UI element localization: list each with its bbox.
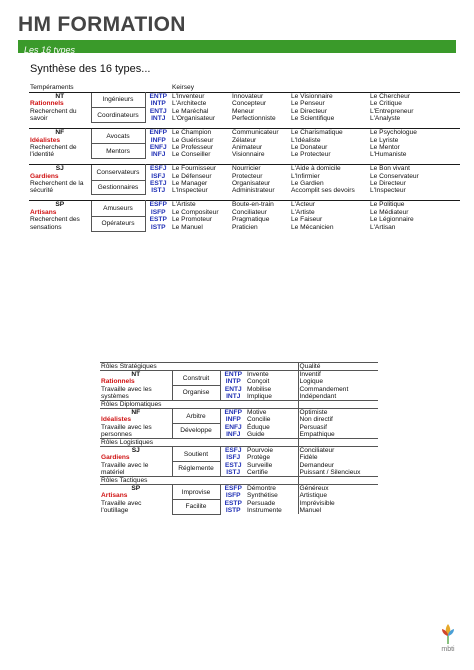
- brand-title: HM FORMATION: [18, 13, 186, 36]
- type-title: Pragmatique: [232, 216, 270, 224]
- type-title: Perfectionniste: [232, 115, 276, 123]
- type-code: INTP: [225, 378, 241, 386]
- quality: Indépendant: [298, 393, 378, 401]
- role-verb: Mobilise: [247, 385, 272, 393]
- role-header-row: [100, 439, 378, 447]
- type-title: Visionnaire: [232, 151, 265, 159]
- temperament-name: Artisans: [101, 492, 128, 500]
- type-row: [29, 216, 460, 223]
- type-title: Le Compositeur: [172, 208, 219, 216]
- role-verb: Pourvoie: [247, 447, 274, 455]
- type-title: L'Inventeur: [171, 93, 231, 101]
- type-code: ESFJ: [225, 447, 242, 455]
- type-title: Administrateur: [232, 187, 275, 195]
- table-header: [29, 84, 460, 93]
- type-row: [29, 93, 460, 101]
- type-title: Le Directeur: [370, 180, 406, 188]
- subgroup-label: Coordinateurs: [91, 108, 145, 123]
- type-title: Nourricier: [231, 165, 290, 173]
- type-title: Le Bon vivant: [369, 165, 460, 173]
- role-header-row: [100, 363, 378, 371]
- mbti-logo: [438, 620, 458, 660]
- type-title: Animateur: [232, 143, 263, 151]
- type-title: Communicateur: [231, 129, 290, 137]
- col-temperaments: Tempéraments: [30, 84, 74, 91]
- type-code: INFP: [150, 136, 166, 144]
- quality: Commandement: [298, 386, 378, 393]
- type-title: Le Professeur: [172, 143, 214, 151]
- type-title: L'Acteur: [290, 201, 369, 209]
- subgroup-label: Soutient: [172, 447, 220, 462]
- role-header: Rôles Stratégiques: [100, 363, 298, 371]
- role-verb: Certifie: [247, 468, 268, 476]
- type-code: ISFP: [225, 492, 241, 500]
- quality: Non directif: [298, 416, 378, 423]
- type-title: L'Artiste: [291, 208, 315, 216]
- type-code: ESTJ: [150, 180, 167, 188]
- role-row: [100, 378, 378, 385]
- type-code: INFJ: [151, 151, 166, 159]
- temperament-desc: Travaille avec l'outillage: [101, 499, 142, 514]
- quality: Empathique: [298, 431, 378, 439]
- temperament-name: Rationnels: [101, 378, 135, 386]
- role-verb: Conçoit: [247, 378, 270, 386]
- type-title: Le Chercheur: [369, 93, 460, 101]
- type-code: ISFJ: [226, 454, 241, 462]
- type-title: Le Protecteur: [291, 151, 331, 159]
- type-title: Le Promoteur: [172, 216, 212, 224]
- quality: Demandeur: [298, 462, 378, 469]
- type-title: Le Donateur: [291, 143, 328, 151]
- type-title: Le Critique: [370, 100, 402, 108]
- logo-text: mbti: [441, 646, 455, 653]
- role-verb: Persuade: [247, 499, 276, 507]
- type-code: ISFP: [150, 208, 166, 216]
- quality: Imprévisible: [298, 500, 378, 507]
- type-code: ESTP: [149, 216, 167, 224]
- type-row: [29, 180, 460, 187]
- quality: Artistique: [298, 492, 378, 499]
- temperament-desc: Travaille avec les systèmes: [101, 385, 152, 400]
- type-title: Le Gardien: [291, 180, 324, 188]
- subgroup-label: Conservateurs: [91, 165, 145, 180]
- temperament-desc: Travaille avec les personnes: [101, 423, 152, 438]
- quality: Généreux: [298, 485, 378, 493]
- type-title: L'Inspecteur: [370, 187, 406, 195]
- type-title: Le Défenseur: [172, 172, 212, 180]
- temperament-code: SP: [29, 201, 91, 209]
- subgroup-label: Ingénieurs: [91, 93, 145, 108]
- role-row: [100, 447, 378, 455]
- type-title: Concepteur: [232, 100, 267, 108]
- type-title: L'Entrepreneur: [370, 107, 414, 115]
- type-title: Le Politique: [369, 201, 460, 209]
- role-row: [100, 462, 378, 469]
- type-title: Boute-en-train: [231, 201, 290, 209]
- col-quality: Qualité: [298, 363, 378, 371]
- role-row: [100, 371, 378, 379]
- temperament-code: SJ: [29, 165, 91, 173]
- type-code: ESFP: [145, 201, 171, 209]
- type-code: ENTP: [224, 371, 243, 379]
- section-title: Les 16 types: [24, 45, 76, 55]
- type-title: L'Inspecteur: [172, 187, 208, 195]
- type-row: [29, 165, 460, 173]
- flower-icon: [442, 624, 454, 644]
- role-verb: Implique: [247, 392, 272, 400]
- temperament-desc: Recherchent du savoir: [30, 107, 77, 123]
- role-verb: Synthétise: [247, 492, 278, 500]
- type-title: L'Idéaliste: [291, 136, 321, 144]
- type-title: Accomplit ses devoirs: [291, 187, 355, 195]
- temperament-name: Idéalistes: [101, 416, 132, 424]
- subgroup-label: Gestionnaires: [91, 180, 145, 195]
- type-code: INTJ: [226, 392, 241, 400]
- role-verb: Guide: [247, 430, 265, 438]
- type-title: Le Manuel: [172, 223, 203, 231]
- type-row: [29, 108, 460, 115]
- type-code: ENFJ: [149, 143, 167, 151]
- role-verb: Concilie: [247, 416, 271, 424]
- type-title: Le Lyriste: [370, 136, 399, 144]
- role-header: Rôles Diplomatiques: [100, 401, 298, 409]
- type-code: INTJ: [151, 115, 166, 123]
- quality: Persuasif: [298, 424, 378, 431]
- role-row: [100, 424, 378, 431]
- type-code: ESTJ: [225, 461, 242, 469]
- temperament-code: NF: [29, 129, 91, 137]
- role-header: Rôles Logistiques: [100, 439, 298, 447]
- subgroup-label: Organise: [172, 386, 220, 401]
- subgroup-label: Mentors: [91, 144, 145, 159]
- type-title: L'Humaniste: [370, 151, 407, 159]
- type-title: L'Infirmier: [291, 172, 320, 180]
- role-row: [100, 485, 378, 493]
- col-keirsey: Keirsey: [172, 84, 194, 91]
- type-title: L'Architecte: [172, 100, 207, 108]
- type-code: ESFP: [224, 485, 242, 493]
- type-title: Le Charismatique: [290, 129, 369, 137]
- subgroup-label: Facilite: [172, 500, 220, 514]
- role-verb: Motive: [247, 409, 267, 417]
- role-verb: Instrumente: [247, 506, 282, 514]
- subgroup-label: Développe: [172, 424, 220, 439]
- type-code: ESFJ: [145, 165, 171, 173]
- role-header-row: [100, 477, 378, 485]
- role-row: [100, 492, 378, 499]
- type-title: Le Visionnaire: [290, 93, 369, 101]
- type-title: Organisateur: [232, 180, 271, 188]
- type-code: ENTP: [145, 93, 171, 101]
- section-bar: [18, 40, 456, 53]
- type-title: Le Fournisseur: [171, 165, 231, 173]
- temperament-desc: Travaille avec le matériel: [101, 461, 149, 476]
- type-title: Le Conservateur: [370, 172, 419, 180]
- temperament-code: NT: [29, 93, 91, 101]
- type-title: Le Psychologue: [369, 129, 460, 137]
- type-code: INFP: [225, 416, 241, 424]
- type-title: Le Guérisseur: [172, 136, 214, 144]
- type-title: L'Aide à domicile: [290, 165, 369, 173]
- temperament-desc: Recherchent de la sécurité: [30, 180, 84, 195]
- type-code: ISFJ: [151, 172, 166, 180]
- role-header: Rôles Tactiques: [100, 477, 298, 485]
- temperament-code: SJ: [131, 447, 140, 455]
- type-code: INTP: [150, 100, 166, 108]
- role-verb: Protège: [247, 454, 271, 462]
- quality: Inventif: [298, 371, 378, 379]
- role-verb: Invente: [247, 371, 269, 379]
- role-verb: Surveille: [247, 461, 273, 469]
- type-title: Le Penseur: [291, 100, 325, 108]
- type-row: [29, 144, 460, 151]
- type-title: Le Maréchal: [172, 107, 209, 115]
- temperament-desc: Recherchent de l'identité: [30, 143, 77, 159]
- temperament-name: Gardiens: [101, 454, 130, 462]
- quality: Manuel: [298, 507, 378, 514]
- type-title: Le Mentor: [370, 143, 400, 151]
- subgroup-label: Opérateurs: [91, 216, 145, 231]
- page-subtitle: Synthèse des 16 types...: [30, 63, 151, 75]
- role-row: [100, 409, 378, 417]
- temperament-name: Rationnels: [30, 100, 64, 108]
- type-code: ENFP: [224, 409, 243, 417]
- quality: Puissant / Silencieux: [298, 469, 378, 477]
- type-title: Le Scientifique: [291, 115, 335, 123]
- quality: Fidèle: [298, 454, 378, 461]
- role-header-row: [100, 401, 378, 409]
- temperament-name: Gardiens: [30, 172, 59, 180]
- type-code: ISTP: [150, 223, 166, 231]
- subgroup-label: Avocats: [91, 129, 145, 144]
- type-code: ENTJ: [224, 385, 242, 393]
- subgroup-label: Réglemente: [172, 462, 220, 477]
- subgroup-label: Construit: [172, 371, 220, 386]
- temperament-desc: Recherchent des sensations: [30, 216, 80, 231]
- temperament-code: NF: [131, 409, 141, 417]
- type-code: ISTJ: [151, 187, 166, 195]
- type-title: Le Conseiller: [172, 151, 211, 159]
- role-row: [100, 386, 378, 393]
- quality: Conciliateur: [298, 447, 378, 455]
- type-title: L'Artisan: [370, 223, 396, 231]
- roles-table: [100, 362, 378, 515]
- type-title: Le Faiseur: [291, 216, 323, 224]
- role-row: [100, 416, 378, 423]
- subgroup-label: Amuseurs: [91, 201, 145, 216]
- quality: Optimiste: [298, 409, 378, 417]
- subgroup-label: Improvise: [172, 485, 220, 500]
- temperament-name: Idéalistes: [30, 136, 61, 144]
- type-title: Le Légionnaire: [370, 216, 414, 224]
- types-table: [29, 84, 460, 232]
- type-code: ISTJ: [226, 468, 241, 476]
- type-code: ENTJ: [149, 107, 167, 115]
- quality: Logique: [298, 378, 378, 385]
- type-title: Praticien: [232, 223, 258, 231]
- role-verb: Démontre: [247, 485, 276, 493]
- temperament-name: Artisans: [30, 208, 57, 216]
- type-title: L'Artiste: [171, 201, 231, 209]
- type-code: ISTP: [225, 506, 241, 514]
- type-code: ENFJ: [224, 423, 242, 431]
- type-row: [29, 129, 460, 137]
- role-verb: Éduque: [247, 423, 270, 431]
- type-title: Le Champion: [171, 129, 231, 137]
- role-row: [100, 500, 378, 507]
- type-title: Protecteur: [232, 172, 263, 180]
- temperament-code: SP: [131, 485, 141, 493]
- type-title: Le Manager: [172, 180, 208, 188]
- role-row: [100, 454, 378, 461]
- type-title: Zélateur: [232, 136, 257, 144]
- type-title: Le Médiateur: [370, 208, 409, 216]
- subgroup-label: Arbitre: [172, 409, 220, 424]
- type-title: L'Analyste: [370, 115, 401, 123]
- type-title: L'Organisateur: [172, 115, 216, 123]
- type-row: [29, 201, 460, 209]
- type-code: INFJ: [226, 430, 241, 438]
- type-title: Le Directeur: [291, 107, 327, 115]
- temperament-code: NT: [131, 371, 141, 379]
- type-title: Meneur: [232, 107, 255, 115]
- type-title: Le Mécanicien: [291, 223, 334, 231]
- type-code: ENFP: [145, 129, 171, 137]
- type-title: Conciliateur: [232, 208, 267, 216]
- type-code: ESTP: [224, 499, 242, 507]
- type-title: Innovateur: [231, 93, 290, 101]
